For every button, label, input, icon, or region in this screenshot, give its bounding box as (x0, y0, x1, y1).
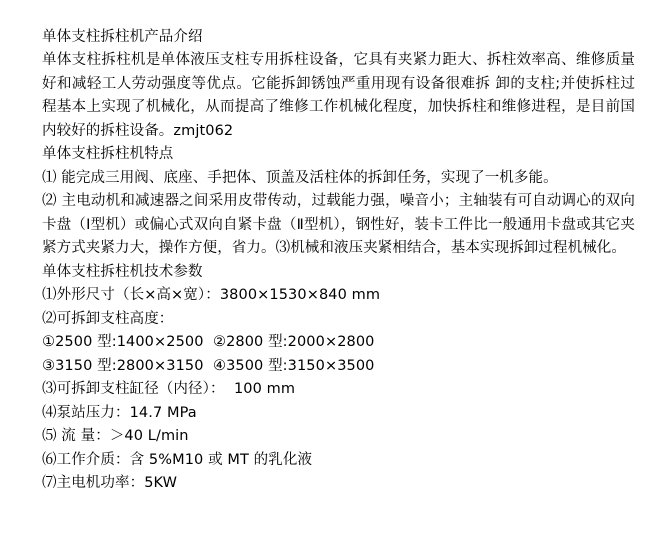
document-body (42, 26, 635, 496)
spec-item-height-row-2: ③3150 型:2800×3150 ④3500 型:3150×3500 (42, 357, 375, 374)
spec-item-bore: ⑶可拆卸支柱缸径（内径）： 100 mm (42, 381, 296, 398)
specs-heading: 单体支柱拆柱机技术参数 (42, 263, 203, 280)
feature-item-2: ⑵ 主电动机和减速器之间采用皮带传动，过载能力强，噪音小；主轴装有可自动调心的双向卡盘（Ⅰ型机）或偏心式双向自紧卡盘（Ⅱ型机），钢性好，装卡工件比一般通用卡盘或其它夹紧方式夹紧力大，操作方便，省力。⑶机械和液压夹紧相结合，基本实现拆卸过程机械化。 (42, 193, 635, 257)
features-heading: 单体支柱拆柱机特点 (42, 146, 174, 163)
intro-paragraph: 单体支柱拆柱机是单体液压支柱专用拆柱设备，它具有夹紧力距大、拆柱效率高、维修质量好和减轻工人劳动强度等优点。它能拆卸锈蚀严重用现有设备很难拆 卸的支柱;并使拆柱过程基本上实现了机械化，从而提高了维修工作机械化程度，加快拆柱和维修进程，是目前国内较好的拆柱设备。zmjt062 (42, 52, 635, 139)
spec-item-motor-power: ⑺主电机功率：5KW (42, 475, 178, 492)
spec-item-pressure: ⑷泵站压力：14.7 MPa (42, 404, 197, 421)
feature-item-1: ⑴ 能完成三用阀、底座、手把体、顶盖及活柱体的拆卸任务，实现了一机多能。 (42, 169, 558, 186)
document-title: 单体支柱拆柱机产品介绍 (42, 29, 203, 45)
spec-item-height-row-1: ①2500 型:1400×2500 ②2800 型:2000×2800 (42, 334, 375, 351)
spec-item-dimensions: ⑴外形尺寸（长×高×宽）：3800×1530×840 mm (42, 287, 381, 304)
spec-item-height-label: ⑵可拆卸支柱高度： (42, 310, 174, 327)
spec-item-flow: ⑸ 流 量：＞40 L/min (42, 428, 189, 445)
spec-item-medium: ⑹工作介质：含 5%M10 或 MT 的乳化液 (42, 451, 313, 468)
